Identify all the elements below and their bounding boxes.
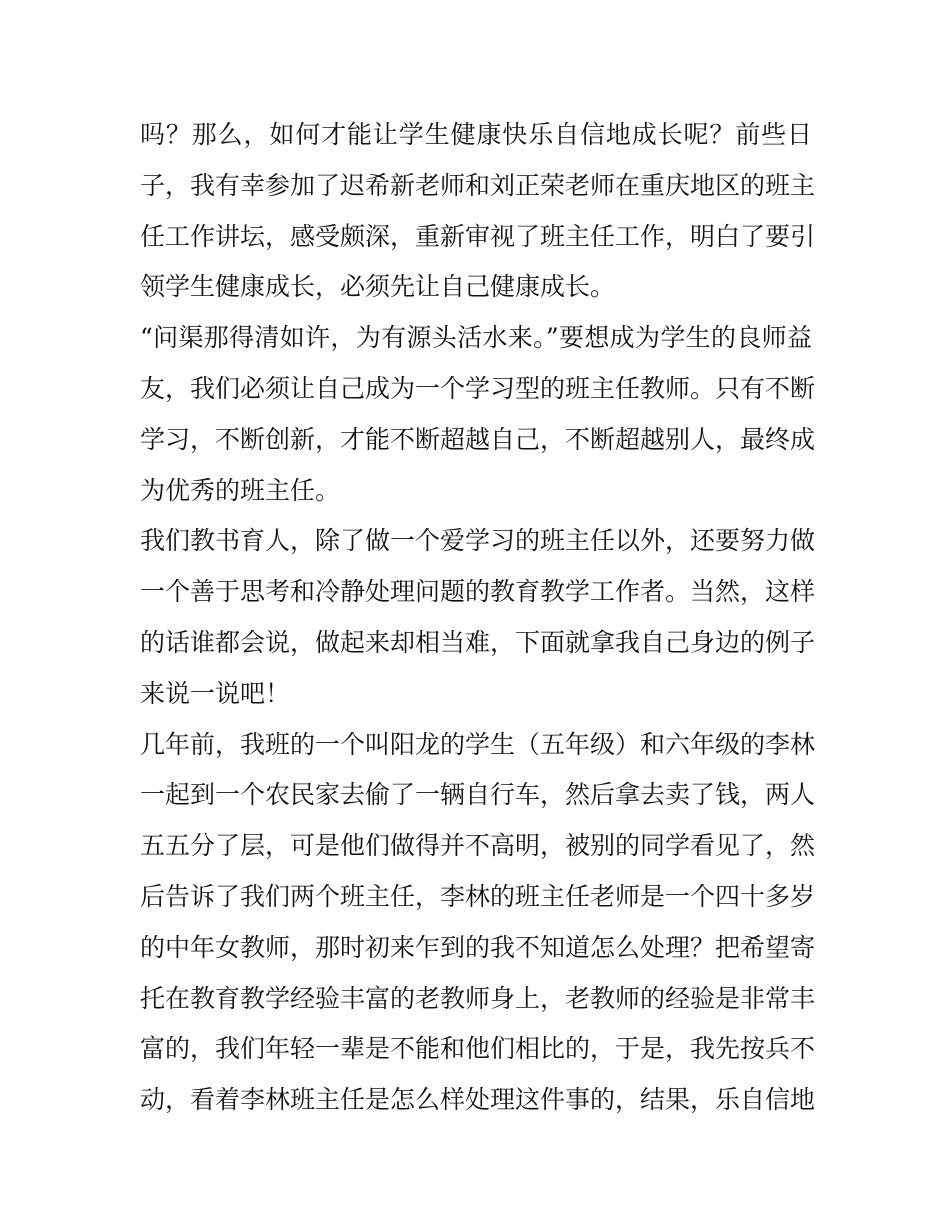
text-line: 学习，不断创新，才能不断超越自己，不断超越别人，最终成 xyxy=(140,424,816,454)
text-line: 来说一说吧！ xyxy=(140,678,291,708)
text-line: 动，看着李林班主任是怎么样处理这件事的，结果，乐自信地 xyxy=(140,1085,816,1115)
paragraph-4 xyxy=(140,720,816,1126)
text-line: 的中年女教师，那时初来乍到的我不知道怎么处理？把希望寄 xyxy=(140,932,816,962)
text-line: 我们教书育人，除了做一个爱学习的班主任以外，还要努力做 xyxy=(140,526,816,556)
text-line: 五五分了层，可是他们做得并不高明，被别的同学看见了，然 xyxy=(140,831,816,861)
text-line: 富的，我们年轻一辈是不能和他们相比的，于是，我先按兵不 xyxy=(140,1034,816,1064)
text-line: 的话谁都会说，做起来却相当难，下面就拿我自己身边的例子 xyxy=(140,627,816,657)
paragraph-3 xyxy=(140,516,816,719)
paragraph-2 xyxy=(140,313,816,516)
document-body xyxy=(140,110,816,1126)
text-line: 几年前，我班的一个叫阳龙的学生（五年级）和六年级的李林 xyxy=(140,729,816,759)
paragraph-1 xyxy=(140,110,816,313)
text-line: 子，我有幸参加了迟希新老师和刘正荣老师在重庆地区的班主 xyxy=(140,170,816,200)
text-line: 一个善于思考和冷静处理问题的教育教学工作者。当然，这样 xyxy=(140,577,816,607)
text-line: 任工作讲坛，感受颇深，重新审视了班主任工作，明白了要引 xyxy=(140,221,816,251)
text-line: 为优秀的班主任。 xyxy=(140,475,341,505)
text-line: 友，我们必须让自己成为一个学习型的班主任教师。只有不断 xyxy=(140,373,816,403)
text-line: “问渠那得清如许，为有源头活水来。”要想成为学生的良师益 xyxy=(140,323,812,353)
text-line: 领学生健康成长，必须先让自己健康成长。 xyxy=(140,272,616,302)
text-line: 托在教育教学经验丰富的老教师身上，老教师的经验是非常丰 xyxy=(140,983,816,1013)
text-line: 吗？那么，如何才能让学生健康快乐自信地成长呢？前些日 xyxy=(140,120,812,149)
text-line: 一起到一个农民家去偷了一辆自行车，然后拿去卖了钱，两人 xyxy=(140,780,816,810)
text-line: 后告诉了我们两个班主任，李林的班主任老师是一个四十多岁 xyxy=(140,881,816,911)
